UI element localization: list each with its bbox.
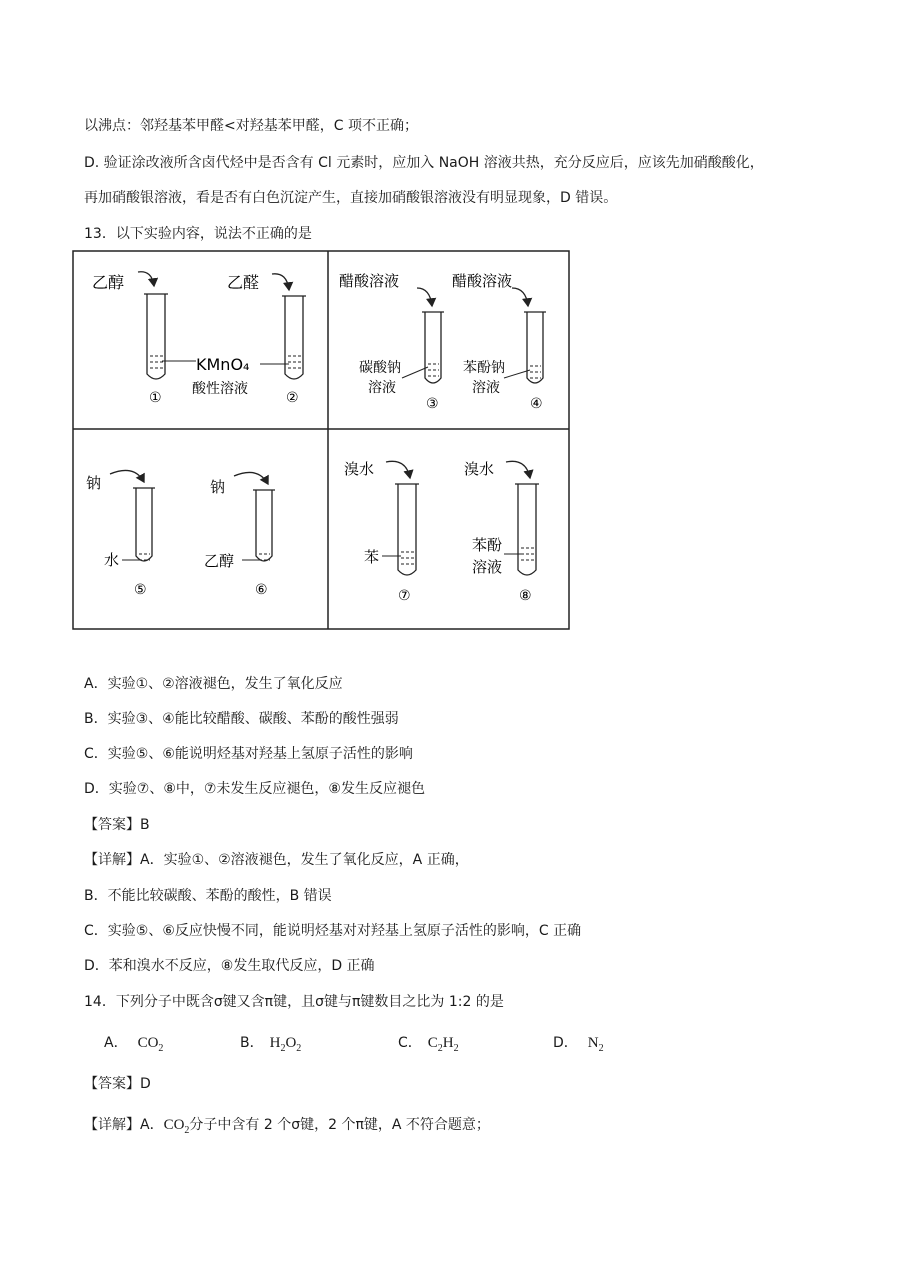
q13-detail-a: 【详解】A．实验①、②溶液褪色，发生了氧化反应，A 正确， — [84, 852, 469, 868]
reagent-acetaldehyde: 乙醛 — [227, 273, 260, 292]
q14-detail-a: 【详解】A．$CO_2$分子中含有 2 个σ键，2 个π键，A 不符合题意； — [84, 1117, 490, 1136]
arrow-icon — [138, 272, 154, 286]
label-8: ⑧ — [519, 588, 532, 604]
label-1: ① — [149, 390, 162, 406]
solution-water: 水 — [104, 551, 120, 569]
test-tube-2 — [285, 296, 303, 379]
solution-sodium-carbonate: 碳酸钠 — [359, 360, 401, 376]
solution-sodium-phenoxide: 苯酚钠 — [463, 360, 505, 376]
solution-acidic: 酸性溶液 — [192, 381, 248, 397]
q13-detail-b: B．不能比较碳酸、苯酚的酸性，B 错误 — [84, 888, 332, 904]
experiment-diagram — [72, 250, 570, 630]
solution-benzene: 苯 — [364, 548, 380, 566]
solution-4-suffix: 溶液 — [472, 380, 500, 396]
reagent-bromine-7: 溴水 — [344, 460, 375, 478]
test-tube-8 — [518, 484, 536, 575]
label-4: ④ — [530, 396, 543, 412]
arrow-icon — [272, 274, 289, 290]
panel-sodium — [86, 470, 275, 598]
reagent-sodium-5: 钠 — [86, 474, 102, 492]
arrow-icon — [512, 288, 528, 306]
question-14: 14．下列分子中既含σ键又含π键，且σ键与π键数目之比为 1:2 的是 — [84, 994, 504, 1010]
arrow-icon — [110, 470, 144, 482]
q13-detail-c: C．实验⑤、⑥反应快慢不同，能说明烃基对对羟基上氢原子活性的影响，C 正确 — [84, 923, 582, 939]
arrow-icon — [234, 472, 268, 484]
label-6: ⑥ — [255, 582, 268, 598]
solution-kmno4: KMnO₄ — [196, 355, 250, 374]
panel-bromine — [344, 460, 539, 604]
q13-option-b: B．实验③、④能比较醋酸、碳酸、苯酚的酸性强弱 — [84, 711, 399, 727]
q14-option-b: B． $H_2O_2$ — [240, 1035, 302, 1054]
test-tube-6 — [256, 490, 272, 561]
q14-option-d: D． $N_2$ — [553, 1035, 604, 1054]
q14-option-a: A． $CO_2$ — [104, 1035, 164, 1054]
label-3: ③ — [426, 396, 439, 412]
reagent-acetic-3: 醋酸溶液 — [339, 272, 400, 290]
line-option-d: D. 验证涂改液所含卤代烃中是否含有 Cl 元素时，应加入 NaOH 溶液共热，充分反应后，应该先加硝酸酸化， — [84, 155, 764, 171]
arrow-icon — [386, 461, 410, 478]
reagent-bromine-8: 溴水 — [464, 460, 495, 478]
q13-option-a: A．实验①、②溶液褪色，发生了氧化反应 — [84, 676, 343, 692]
q13-option-c: C．实验⑤、⑥能说明烃基对羟基上氢原子活性的影响 — [84, 746, 413, 762]
test-tube-1 — [147, 294, 165, 379]
panel-oxidation — [92, 272, 306, 406]
question-13: 13．以下实验内容，说法不正确的是 — [84, 226, 312, 242]
solution-ethanol: 乙醇 — [204, 552, 235, 570]
test-tube-5 — [136, 488, 152, 561]
solution-phenol: 苯酚 — [472, 536, 503, 554]
reagent-sodium-6: 钠 — [210, 478, 226, 496]
q13-option-d: D．实验⑦、⑧中，⑦未发生反应褪色，⑧发生反应褪色 — [84, 781, 425, 797]
test-tube-3 — [425, 312, 441, 383]
line-option-d-cont: 再加硝酸银溶液，看是否有白色沉淀产生，直接加硝酸银溶液没有明显现象，D 错误。 — [84, 190, 618, 206]
q13-detail-d: D．苯和溴水不反应，⑧发生取代反应，D 正确 — [84, 958, 375, 974]
line-boiling-point: 以沸点：邻羟基苯甲醛<对羟基苯甲醛，C 项不正确； — [84, 118, 418, 134]
label-2: ② — [286, 390, 299, 406]
label-5: ⑤ — [134, 582, 147, 598]
q14-option-c: C． $C_2H_2$ — [398, 1035, 459, 1054]
solution-8-suffix: 溶液 — [472, 558, 503, 576]
test-tube-7 — [398, 484, 416, 575]
reagent-ethanol: 乙醇 — [92, 273, 125, 292]
q14-answer: 【答案】D — [84, 1076, 151, 1092]
arrow-icon — [417, 288, 432, 306]
panel-acidity — [339, 272, 546, 412]
arrow-icon — [506, 461, 530, 478]
solution-3-suffix: 溶液 — [368, 380, 396, 396]
q13-answer: 【答案】B — [84, 817, 150, 833]
reagent-acetic-4: 醋酸溶液 — [452, 272, 513, 290]
label-7: ⑦ — [398, 588, 411, 604]
